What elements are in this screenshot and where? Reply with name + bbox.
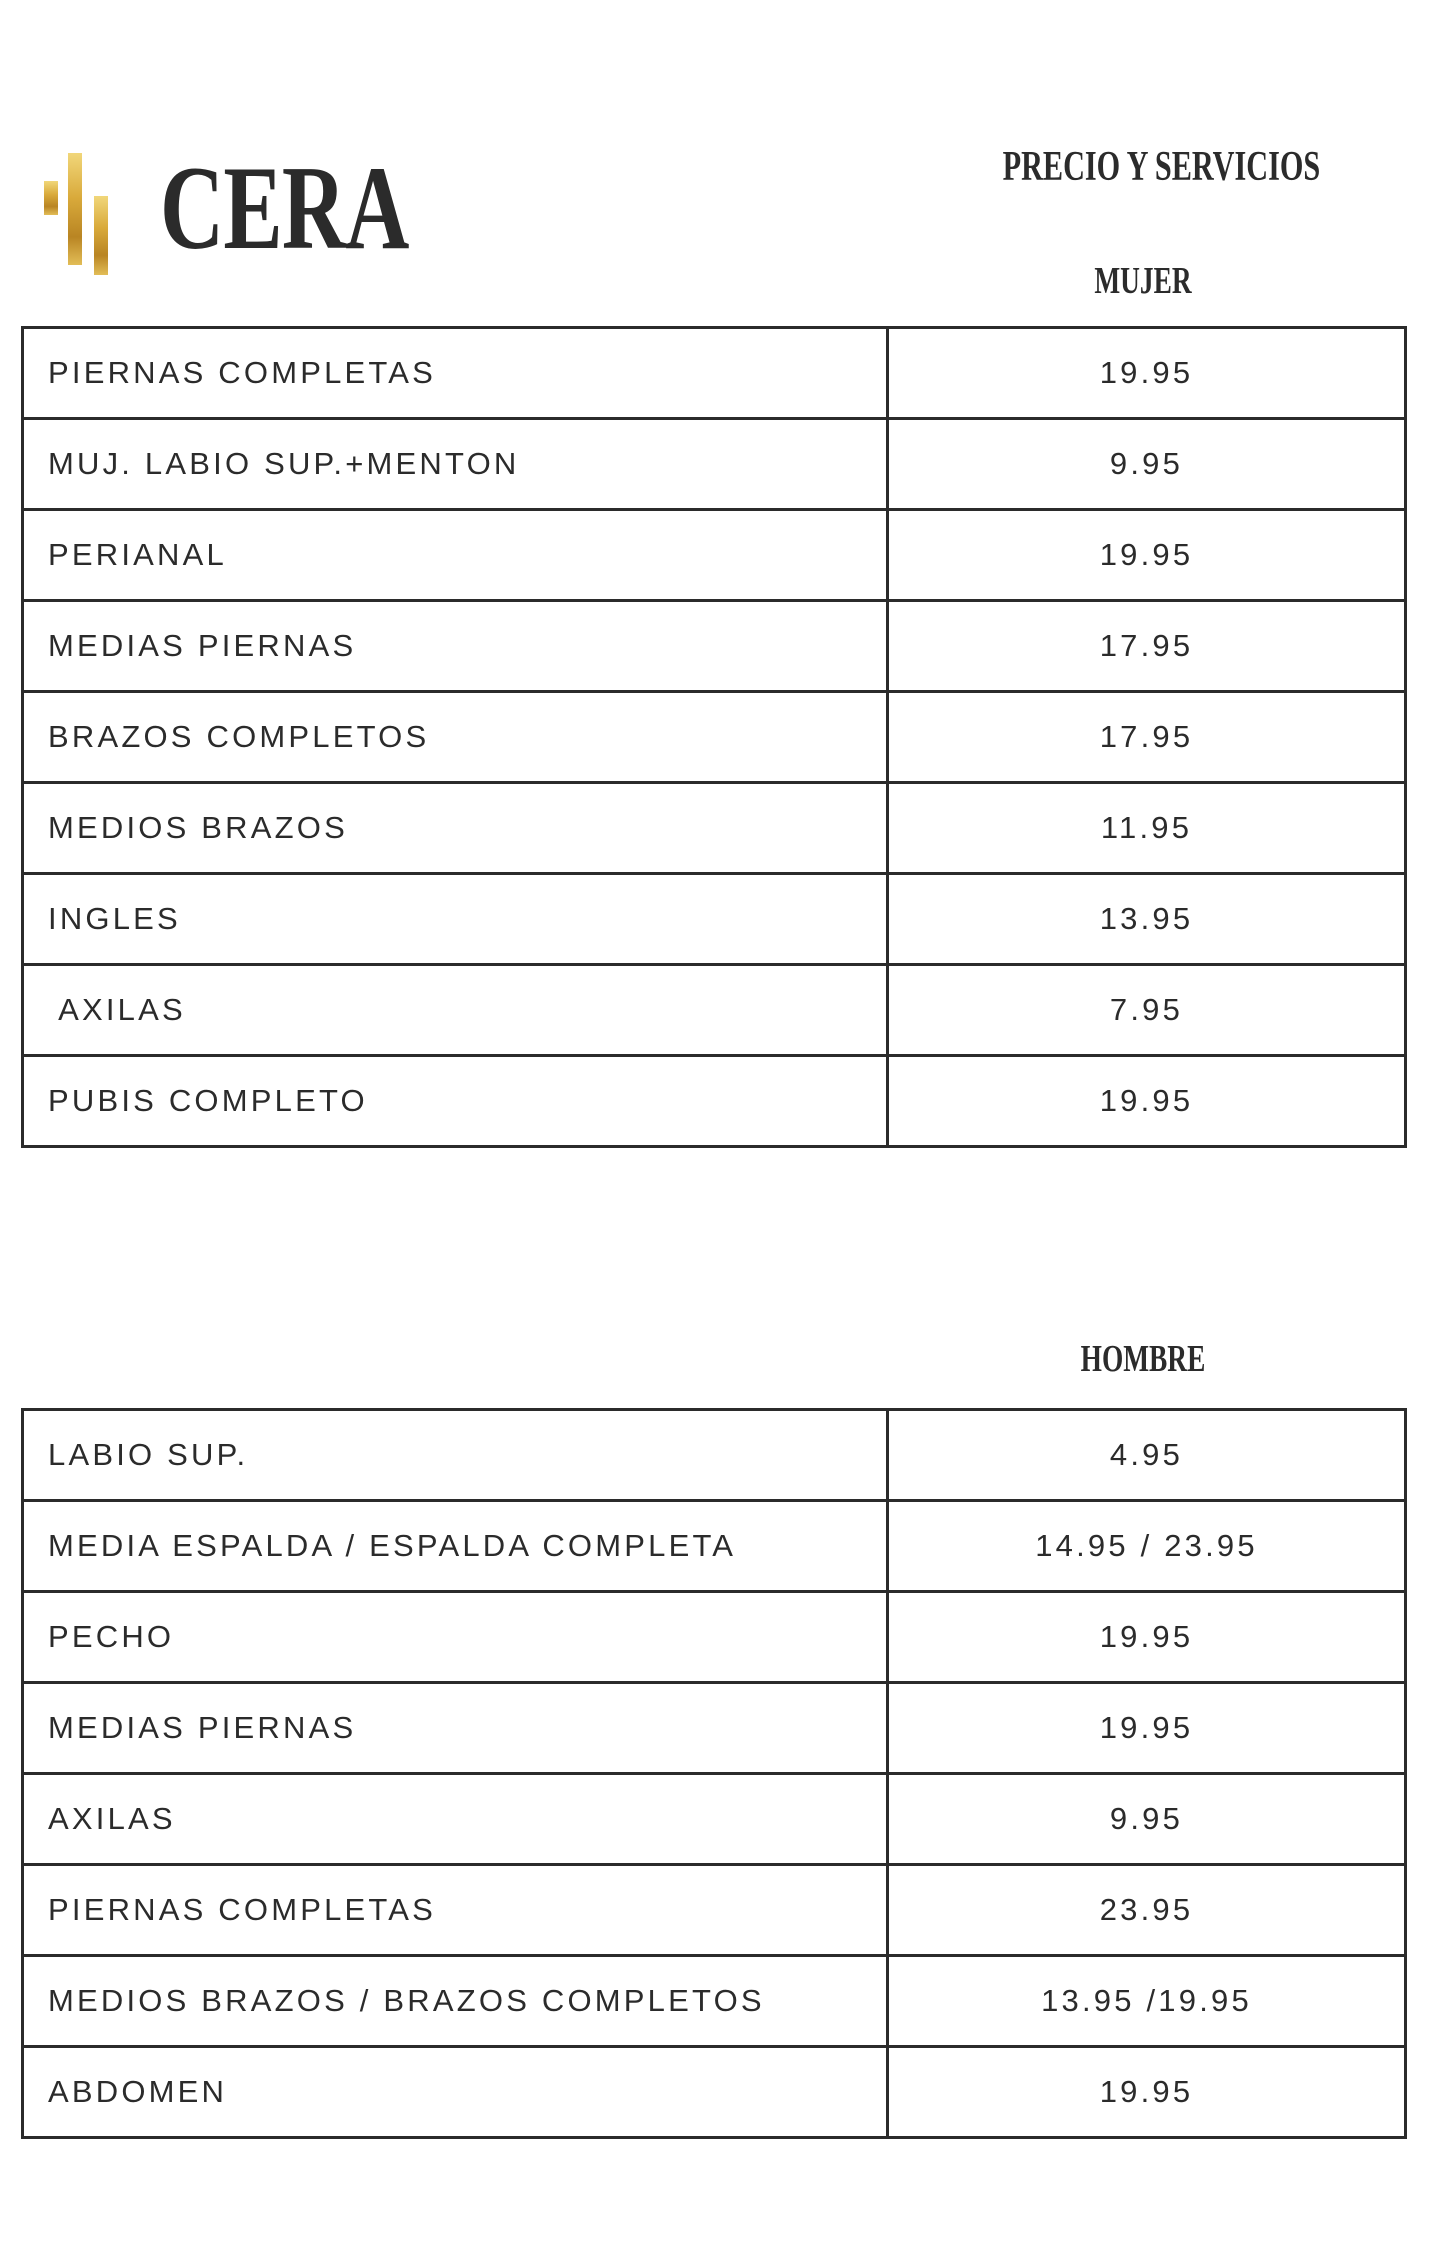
table-row [23,1956,1406,2047]
service-name: PIERNAS COMPLETAS [23,1865,888,1956]
service-price: 19.95 [888,328,1406,419]
table-row [23,874,1406,965]
service-price: 23.95 [888,1865,1406,1956]
service-price: 14.95 / 23.95 [888,1501,1406,1592]
table-row [23,419,1406,510]
table-row [23,1056,1406,1147]
service-price: 4.95 [888,1410,1406,1501]
service-name: MEDIAS PIERNAS [23,601,888,692]
table-row [23,965,1406,1056]
service-name: MUJ. LABIO SUP.+MENTON [23,419,888,510]
table-row [23,1683,1406,1774]
service-name: MEDIOS BRAZOS / BRAZOS COMPLETOS [23,1956,888,2047]
price-table-hombre [21,1408,1407,2139]
service-price: 17.95 [888,601,1406,692]
brand-title: CERA [160,141,409,274]
table-row [23,783,1406,874]
page-subtitle: PRECIO Y SERVICIOS [1002,144,1321,190]
table-row [23,2047,1406,2138]
table-row [23,510,1406,601]
service-name: INGLES [23,874,888,965]
service-name: AXILAS [23,965,888,1056]
service-price: 7.95 [888,965,1406,1056]
service-name: BRAZOS COMPLETOS [23,692,888,783]
service-name: PUBIS COMPLETO [23,1056,888,1147]
service-price: 19.95 [888,1683,1406,1774]
table-row [23,328,1406,419]
service-price: 9.95 [888,1774,1406,1865]
service-price: 19.95 [888,1056,1406,1147]
service-name: PECHO [23,1592,888,1683]
service-name: ABDOMEN [23,2047,888,2138]
service-price: 13.95 [888,874,1406,965]
service-name: MEDIA ESPALDA / ESPALDA COMPLETA [23,1501,888,1592]
service-price: 9.95 [888,419,1406,510]
price-table-mujer [21,326,1407,1148]
section-title-hombre: HOMBRE [1080,1338,1206,1380]
table-row [23,1501,1406,1592]
table-row [23,1774,1406,1865]
service-name: PERIANAL [23,510,888,601]
service-name: PIERNAS COMPLETAS [23,328,888,419]
service-name: LABIO SUP. [23,1410,888,1501]
service-price: 11.95 [888,783,1406,874]
table-row [23,1410,1406,1501]
table-row [23,1592,1406,1683]
service-price: 17.95 [888,692,1406,783]
service-name: MEDIAS PIERNAS [23,1683,888,1774]
service-price: 19.95 [888,1592,1406,1683]
gold-bars-logo-icon [44,153,120,275]
section-title-mujer: MUJER [1094,260,1192,302]
service-price: 19.95 [888,2047,1406,2138]
service-price: 19.95 [888,510,1406,601]
table-row [23,601,1406,692]
service-price: 13.95 /19.95 [888,1956,1406,2047]
service-name: AXILAS [23,1774,888,1865]
table-row [23,1865,1406,1956]
table-row [23,692,1406,783]
service-name: MEDIOS BRAZOS [23,783,888,874]
